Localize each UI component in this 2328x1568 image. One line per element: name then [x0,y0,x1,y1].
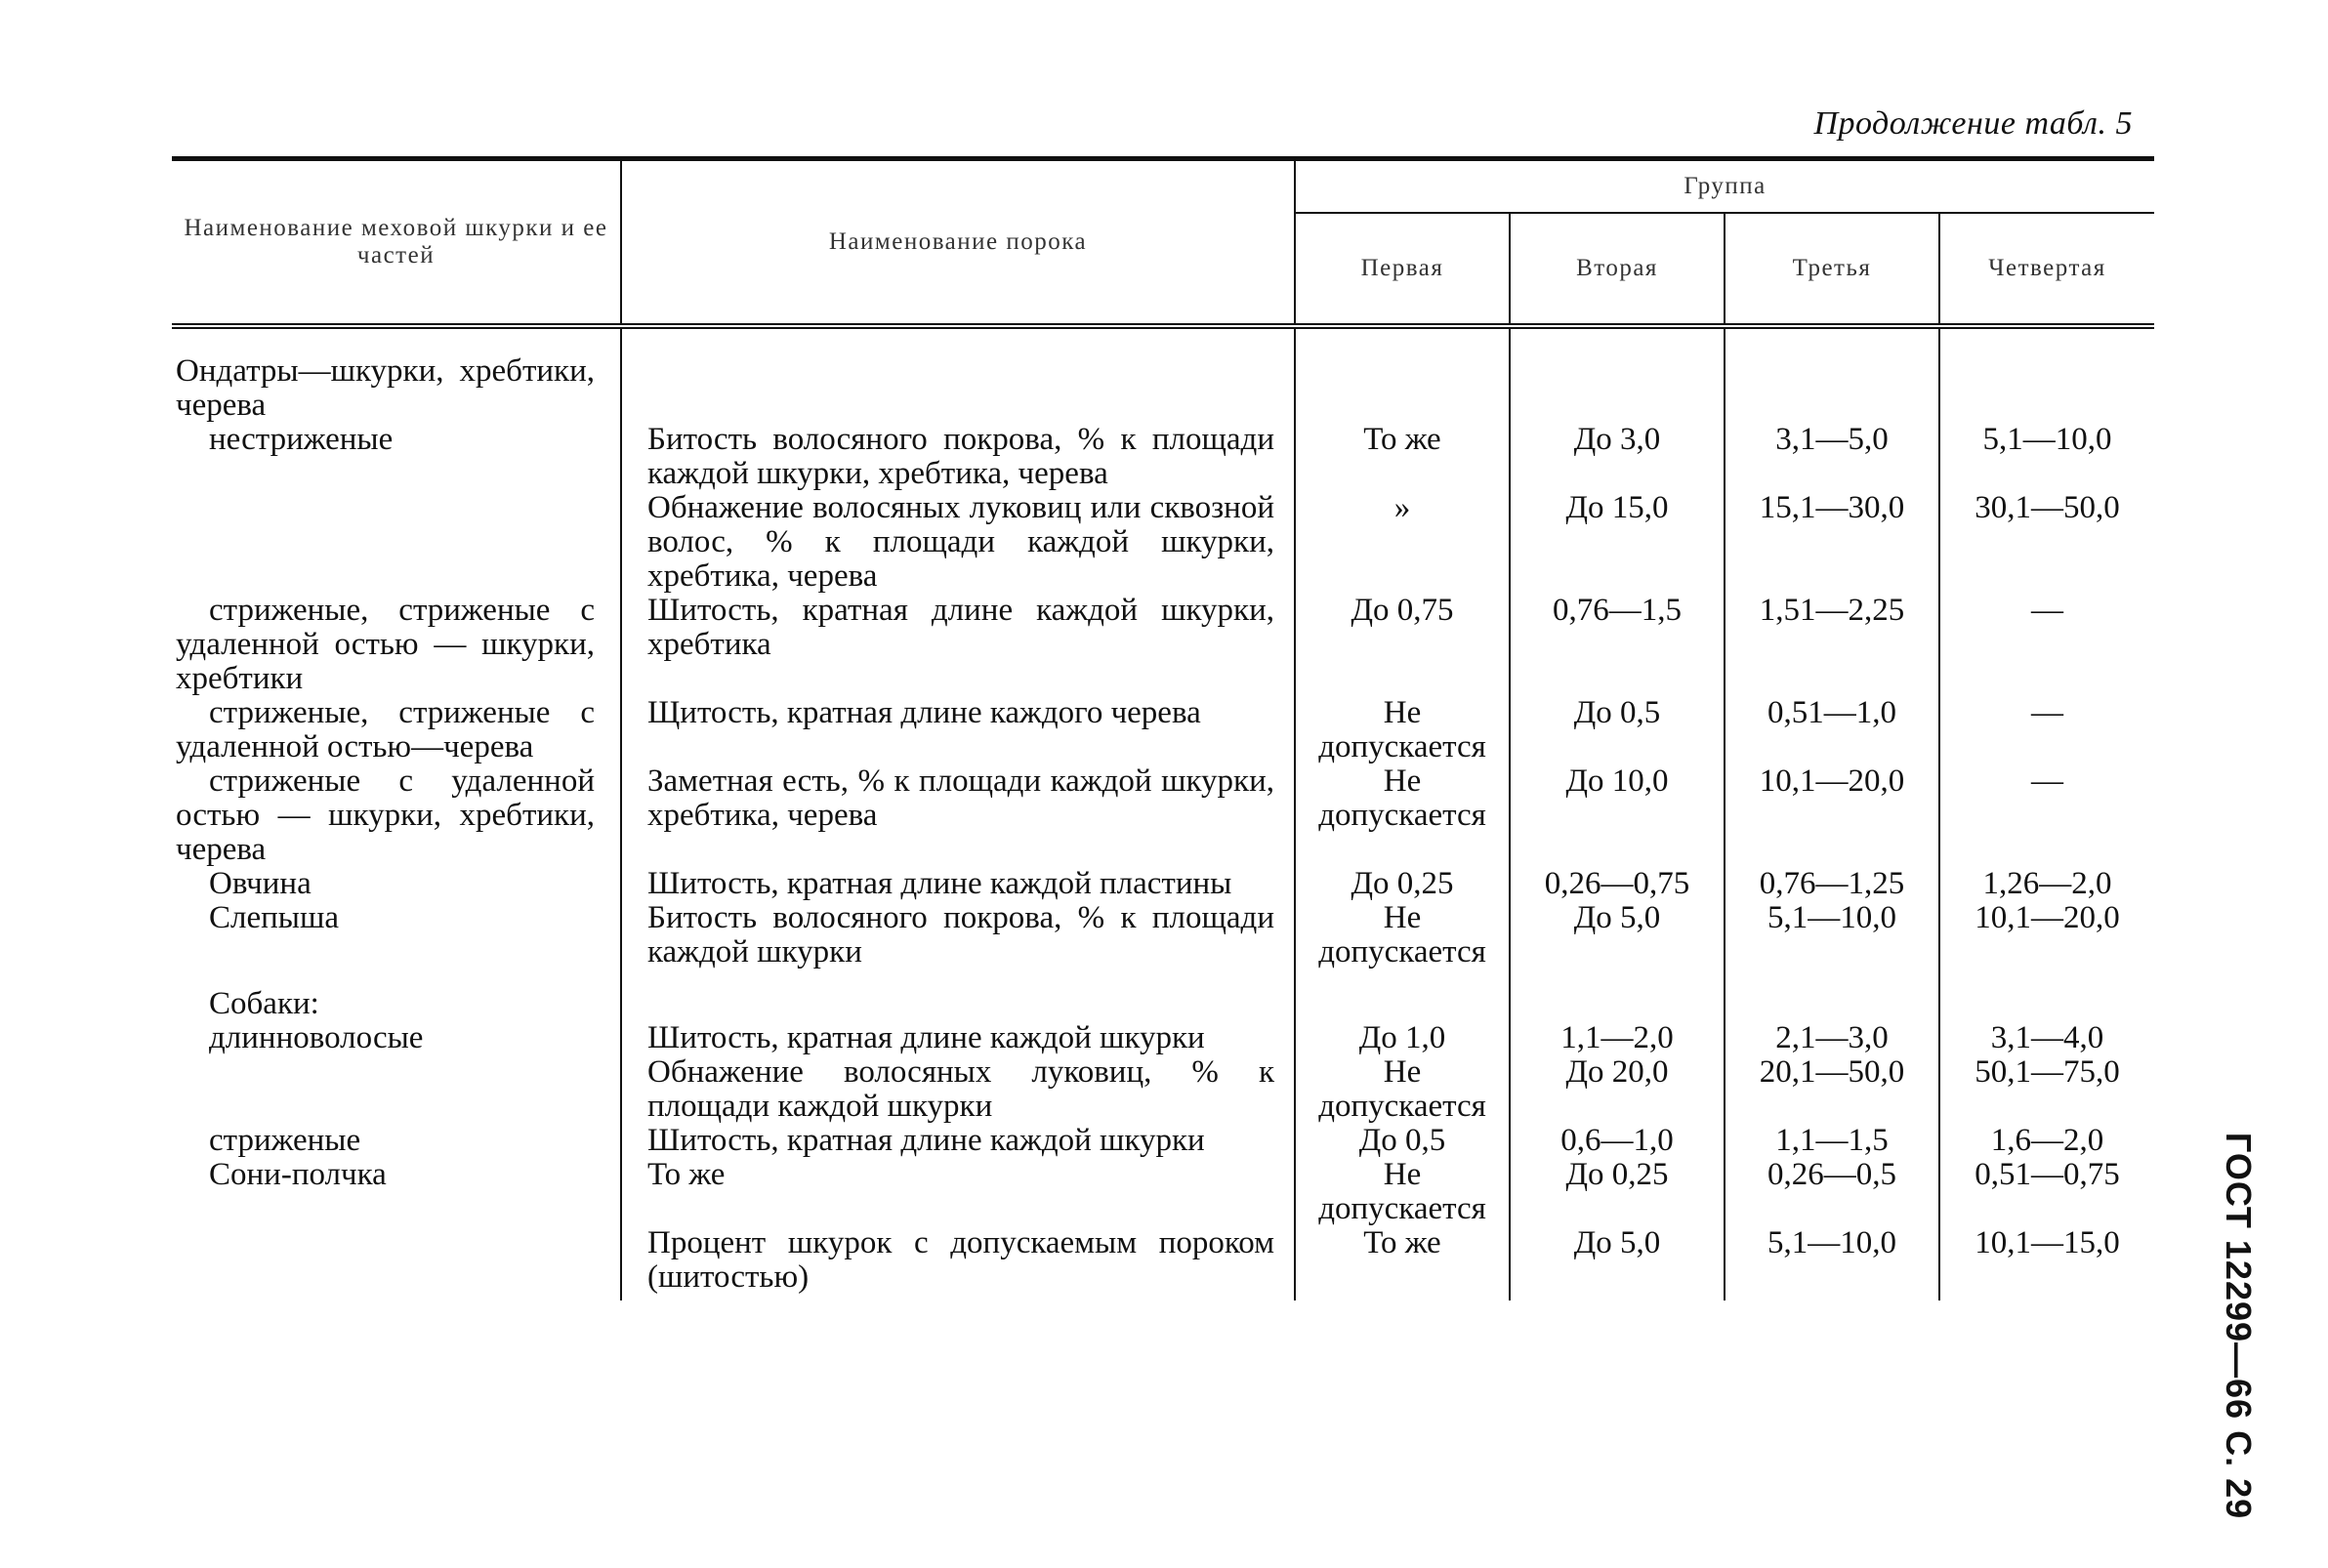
group-4-cell: 1,6—2,0 [1939,1124,2154,1158]
defect-cell: Заметная есть, % к площади каждой шкурки, хребтика, черева [621,764,1295,867]
header-group-2: Вторая [1510,213,1725,326]
group-3-cell [1725,354,1939,423]
group-4-cell: 50,1—75,0 [1939,1055,2154,1124]
table-row [172,867,2154,901]
group-3-cell: 5,1—10,0 [1725,1226,1939,1300]
group-3-cell: 5,1—10,0 [1725,901,1939,970]
table-row [172,354,2154,423]
group-3-cell: 0,51—1,0 [1725,696,1939,764]
fur-name-cell: стриженые [209,1123,361,1158]
fur-name-cell [172,1055,621,1124]
defect-cell: Шитость, кратная длине каждой шкурки, хребтика [621,594,1295,696]
fur-name-cell [172,491,621,594]
group-4-cell: 30,1—50,0 [1939,491,2154,594]
defect-cell: Обнажение волосяных луковиц или сквозной волос, % к площади каждой шкурки, хребтика, черева [621,491,1295,594]
defect-cell: Шитость, кратная длине каждой шкурки [621,1021,1295,1055]
group-1-cell: До 0,25 [1295,867,1510,901]
table-row [172,901,2154,970]
group-3-cell: 10,1—20,0 [1725,764,1939,867]
group-1-cell [1295,970,1510,1021]
table-row [172,970,2154,1021]
fur-name-cell: Ондатры—шкурки, хребтики, черева [176,353,595,423]
group-1-cell: Не допускается [1295,696,1510,764]
group-1-cell: То же [1295,1226,1510,1300]
group-4-cell: 1,26—2,0 [1939,867,2154,901]
table-row [172,491,2154,594]
document-code-text: ГОСТ 12299—66 С. 29 [2219,1132,2260,1520]
group-2-cell: До 0,5 [1510,696,1725,764]
header-group-4: Четвертая [1939,213,2154,326]
group-4-cell: — [1939,764,2154,867]
group-4-cell: — [1939,594,2154,696]
header-name-col: Наименование меховой шкурки и ее частей [184,215,608,268]
defect-cell: Процент шкурок с допускаемым пороком (шитостью) [621,1226,1295,1300]
group-3-cell: 3,1—5,0 [1725,423,1939,491]
header-group-3: Третья [1725,213,1939,326]
group-4-cell: 3,1—4,0 [1939,1021,2154,1055]
group-1-cell: » [1295,491,1510,594]
table-row [172,1124,2154,1158]
table-row [172,1158,2154,1226]
table-caption: Продолжение табл. 5 [1813,105,2133,142]
fur-name-cell: нестриженые [209,422,394,457]
group-1-cell: До 1,0 [1295,1021,1510,1055]
group-2-cell: 0,76—1,5 [1510,594,1725,696]
defect-cell: Щитость, кратная длине каждого черева [621,696,1295,764]
defect-cell [621,970,1295,1021]
group-2-cell [1510,354,1725,423]
table-row [172,696,2154,764]
group-1-cell: Не допускается [1295,764,1510,867]
group-2-cell: 0,26—0,75 [1510,867,1725,901]
group-3-cell: 2,1—3,0 [1725,1021,1939,1055]
defect-cell: Обнажение волосяных луковиц, % к площади каждой шкурки [621,1055,1295,1124]
group-2-cell [1510,970,1725,1021]
table-row [172,1226,2154,1300]
group-4-cell [1939,970,2154,1021]
group-3-cell: 0,26—0,5 [1725,1158,1939,1226]
group-2-cell: До 15,0 [1510,491,1725,594]
defect-cell [621,354,1295,423]
group-1-cell: То же [1295,423,1510,491]
header-group: Группа [1295,159,2154,214]
group-3-cell: 1,51—2,25 [1725,594,1939,696]
table-row [172,1021,2154,1055]
header-group-1: Первая [1295,213,1510,326]
group-4-cell: 0,51—0,75 [1939,1158,2154,1226]
group-4-cell [1939,354,2154,423]
fur-name-cell: стриженые с удаленной остью — шкурки, хребтики, черева [176,763,595,867]
document-code [2209,1132,2267,1520]
defect-cell: То же [621,1158,1295,1226]
table-row [172,1055,2154,1124]
group-3-cell: 1,1—1,5 [1725,1124,1939,1158]
defect-cell: Шитость, кратная длине каждой шкурки [621,1124,1295,1158]
fur-name-cell [172,1226,621,1300]
group-2-cell: До 20,0 [1510,1055,1725,1124]
table-row [172,764,2154,867]
group-3-cell: 0,76—1,25 [1725,867,1939,901]
table-row [172,594,2154,696]
group-1-cell: До 0,5 [1295,1124,1510,1158]
fur-name-cell: стриженые, стриженые с удаленной остью—черева [176,695,595,764]
group-3-cell [1725,970,1939,1021]
fur-name-cell: Сони-полчка [209,1157,387,1192]
group-1-cell: Не допускается [1295,1055,1510,1124]
group-1-cell [1295,354,1510,423]
table-header [172,159,2154,327]
group-2-cell: До 3,0 [1510,423,1725,491]
fur-name-cell: Слепыша [209,900,340,935]
group-4-cell: 5,1—10,0 [1939,423,2154,491]
fur-name-cell: стриженые, стриженые с удаленной остью — шкурки, хребтики [176,593,595,696]
fur-name-cell: Собаки: [209,986,319,1021]
table-body [172,326,2154,1300]
group-1-cell: До 0,75 [1295,594,1510,696]
group-4-cell: — [1939,696,2154,764]
defect-cell: Битость волосяного покрова, % к площади каждой шкурки, хребтика, черева [621,423,1295,491]
fur-name-cell: Овчина [209,866,312,901]
table-row [172,423,2154,491]
group-3-cell: 20,1—50,0 [1725,1055,1939,1124]
group-1-cell: Не допускается [1295,1158,1510,1226]
group-4-cell: 10,1—20,0 [1939,901,2154,970]
header-defect-col: Наименование порока [621,159,1295,327]
group-2-cell: До 10,0 [1510,764,1725,867]
group-2-cell: 1,1—2,0 [1510,1021,1725,1055]
group-2-cell: 0,6—1,0 [1510,1124,1725,1158]
group-1-cell: Не допускается [1295,901,1510,970]
group-2-cell: До 5,0 [1510,1226,1725,1300]
defect-cell: Битость волосяного покрова, % к площади каждой шкурки [621,901,1295,970]
group-4-cell: 10,1—15,0 [1939,1226,2154,1300]
group-2-cell: До 0,25 [1510,1158,1725,1226]
group-2-cell: До 5,0 [1510,901,1725,970]
defects-table [172,156,2154,1300]
group-3-cell: 15,1—30,0 [1725,491,1939,594]
defect-cell: Шитость, кратная длине каждой пластины [621,867,1295,901]
fur-name-cell: длинноволосые [209,1020,424,1055]
